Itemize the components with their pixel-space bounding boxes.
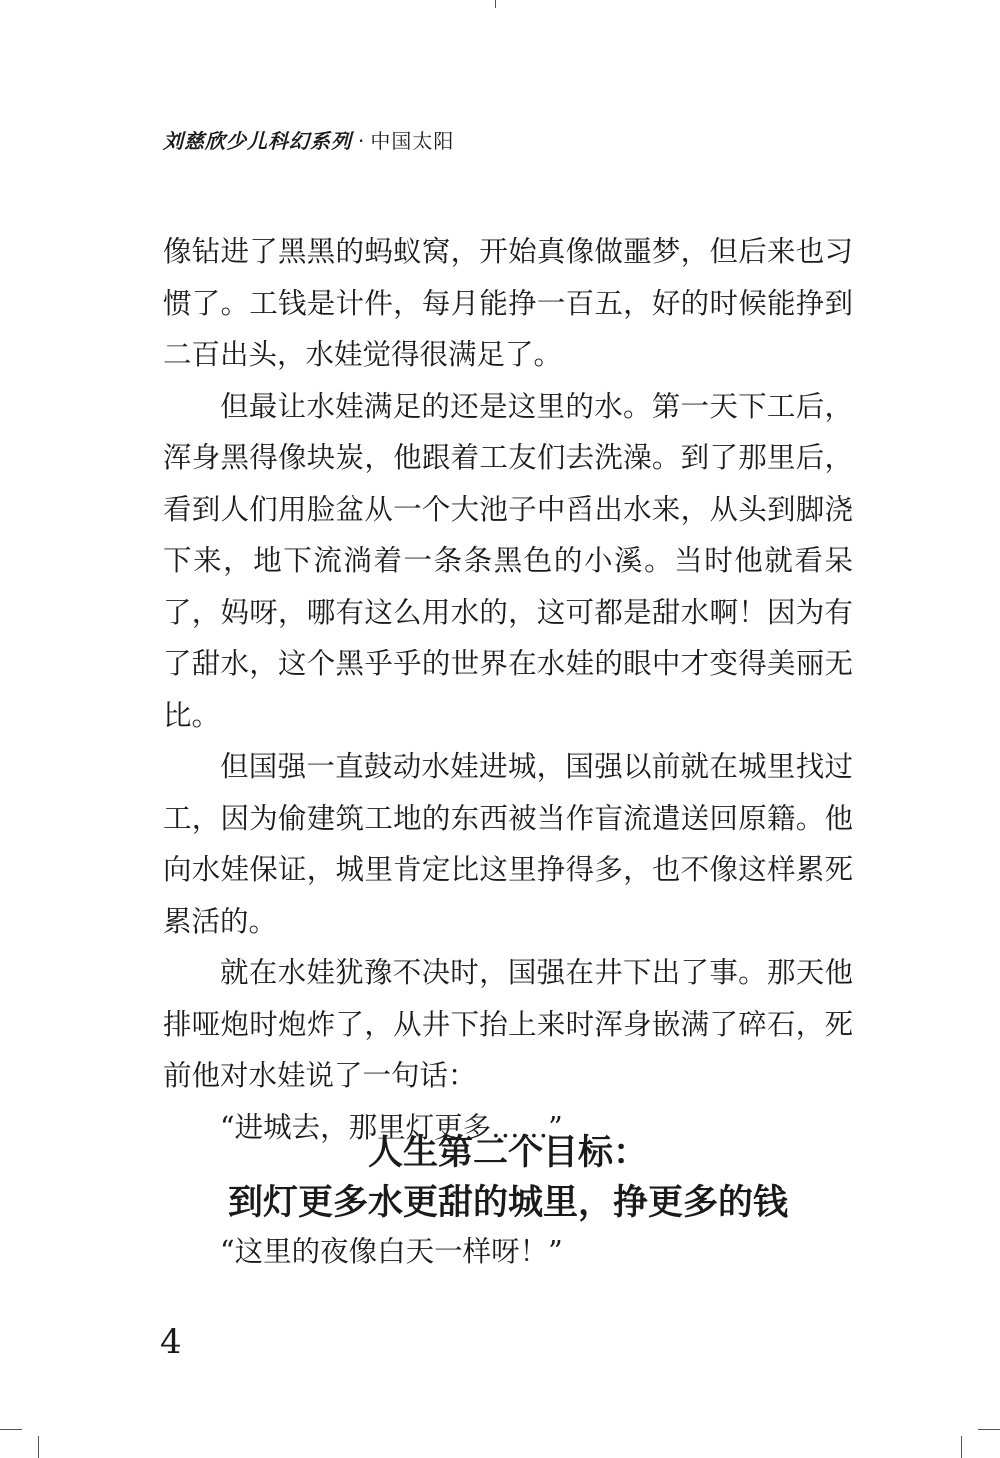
crop-mark-bottom-right-horizontal <box>978 1429 1000 1430</box>
paragraph-2: 但最让水娃满足的还是这里的水。第一天下工后，浑身黑得像块炭，他跟着工友们去洗澡。到了那里后，看到人们用脸盆从一个大池子中舀出水来，从头到脚浇下来，地下流淌着一条条黑色的小溪。当时他就看呆了，妈呀，哪有这么用水的，这可都是甜水啊！因为有了甜水，这个黑乎乎的世界在水娃的眼中才变得美丽无比。 <box>163 389 853 732</box>
paragraph-1: 像钻进了黑黑的蚂蚁窝，开始真像做噩梦，但后来也习惯了。工钱是计件，每月能挣一百五，好的时候能挣到二百出头，水娃觉得很满足了。 <box>163 235 853 371</box>
crop-mark-bottom-left-horizontal <box>0 1429 22 1430</box>
section-heading-line-2: 到灯更多水更甜的城里，挣更多的钱 <box>227 1182 788 1223</box>
header-separator: · <box>358 129 365 153</box>
series-title: 刘慈欣少儿科幻系列 <box>163 129 352 153</box>
running-header <box>163 126 454 156</box>
book-title: 中国太阳 <box>370 129 455 153</box>
paragraph-3: 但国强一直鼓动水娃进城，国强以前就在城里找过工，因为偷建筑工地的东西被当作盲流遣送回原籍。他向水娃保证，城里肯定比这里挣得多，也不像这样累死累活的。 <box>163 750 853 938</box>
body-text <box>163 226 853 1153</box>
page-number: 4 <box>160 1322 182 1362</box>
paragraph-4: 就在水娃犹豫不决时，国强在井下出了事。那天他排哑炮时炮炸了，从井下抬上来时浑身嵌满了碎石，死前他对水娃说了一句话： <box>163 956 853 1092</box>
section-heading-line-1: 人生第二个目标： <box>367 1132 648 1173</box>
paragraph-5: “进城去，那里灯更多……” <box>220 1110 563 1144</box>
paragraph-6: “这里的夜像白天一样呀！” <box>220 1235 563 1268</box>
crop-mark-bottom-right-vertical <box>961 1436 962 1458</box>
after-heading-text <box>163 1226 853 1278</box>
crop-mark-bottom-left-vertical <box>38 1436 39 1458</box>
crop-mark-top <box>495 0 496 8</box>
section-heading <box>163 1128 853 1228</box>
